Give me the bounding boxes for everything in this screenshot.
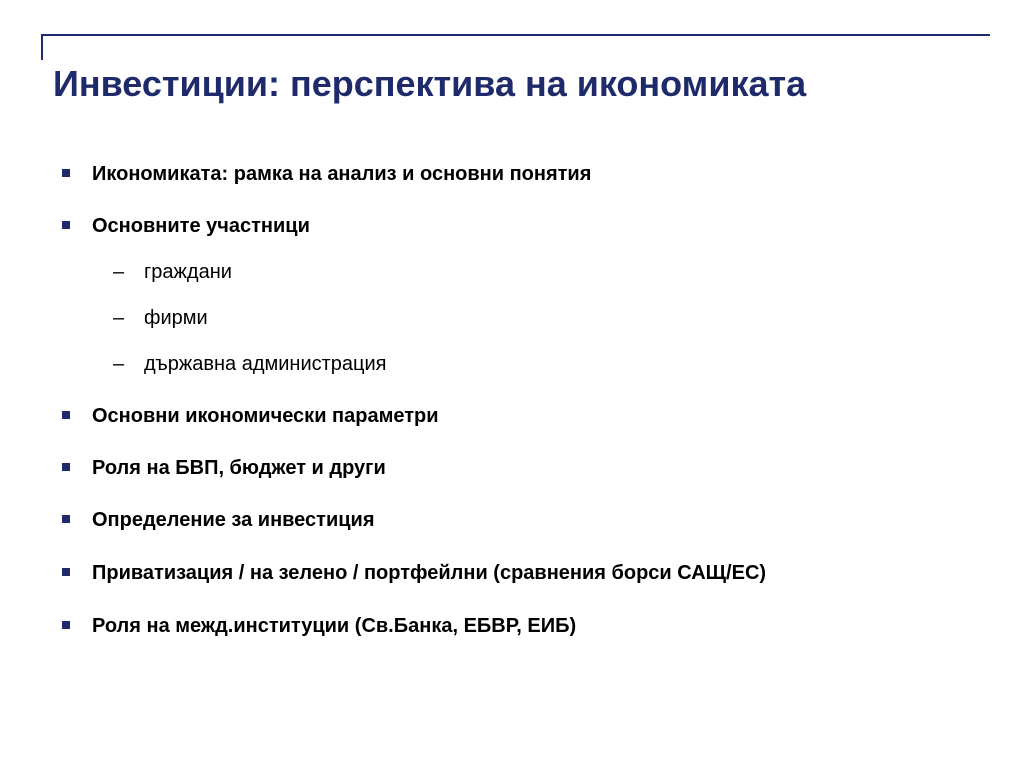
sub-list-item-text: граждани [144,261,232,283]
square-bullet-icon [62,411,70,419]
list-item-text: Икономиката: рамка на анализ и основни понятия [92,163,592,185]
dash-marker: – [113,353,125,375]
list-item-text: Основни икономически параметри [92,405,439,427]
square-bullet-icon [62,621,70,629]
dash-marker: – [113,261,125,283]
list-item-text: Основните участници [92,215,310,237]
sub-list-item-text: фирми [144,307,208,329]
square-bullet-icon [62,169,70,177]
square-bullet-icon [62,221,70,229]
left-corner-rule [41,34,43,60]
list-item-text: Определение за инвестиция [92,509,375,531]
list-item-text: Приватизация / на зелено / портфейлни (сравнения борси САЩ/ЕС) [92,562,767,584]
dash-marker: – [113,307,125,329]
square-bullet-icon [62,463,70,471]
square-bullet-icon [62,515,70,523]
slide-title: Инвестиции: перспектива на икономиката [53,63,807,104]
list-item-text: Роля на БВП, бюджет и други [92,457,386,479]
top-rule [41,34,990,36]
list-item-text: Роля на межд.институции (Св.Банка, ЕБВР, ЕИБ) [92,615,577,637]
square-bullet-icon [62,568,70,576]
sub-list-item-text: държавна администрация [144,353,387,375]
